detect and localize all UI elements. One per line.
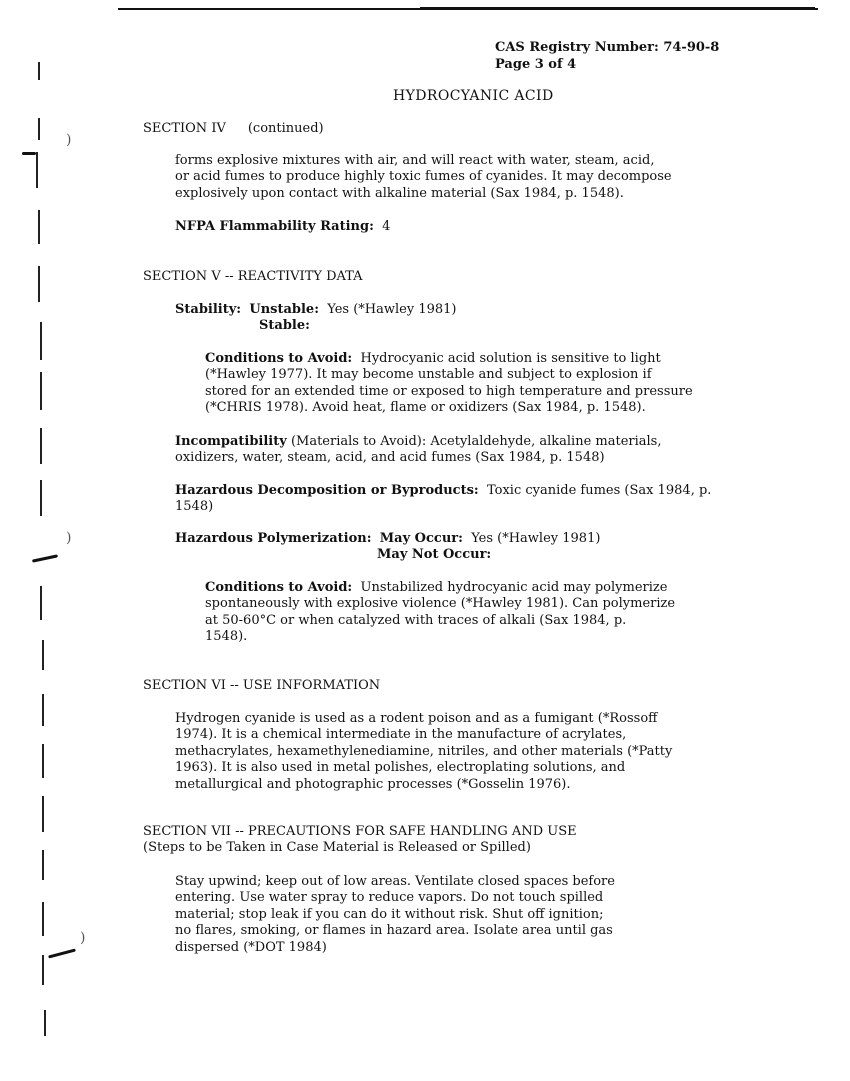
conditions-to-avoid-1: Conditions to Avoid: Hydrocyanic acid solution is sensitive to light (*Hawley 1977). It may become unstable and subject to explosion if stored for an extended time or exposed to high temperature and pressure (*CHRIS 1978). Avoid heat, flame or oxidizers (Sax 1984, p. 1548). (205, 351, 693, 416)
stable-label: Stable: (259, 318, 310, 333)
section-vi-text: Hydrogen cyanide is used as a rodent poison and as a fumigant (*Rossoff 1974). It is a chemical intermediate in the manufacture of acrylates, methacrylates, hexamethylenediamine, nitriles, and other materials (*Patty 1963). It is also used in metal polishes, electroplating solutions, and metallurgical and photographic processes (*Gosselin 1976). (175, 711, 673, 792)
section-iv-text: forms explosive mixtures with air, and will react with water, steam, acid, or acid fumes to produce highly toxic fumes of cyanides. It may decompose explosively upon contact with alkaline material (Sax 1984, p. 1548). (175, 153, 672, 201)
hazardous-decomposition: Hazardous Decomposition or Byproducts: Toxic cyanide fumes (Sax 1984, p. 1548) (175, 483, 712, 515)
section-vii-text: Stay upwind; keep out of low areas. Ventilate closed spaces before entering. Use water spray to reduce vapors. Do not touch spilled material; stop leak if you can do it without risk. Shut off ignition; no flares, smoking, or flames in hazard area. Isolate area until gas dispersed (*DOT 1984) (175, 874, 615, 955)
incompatibility: Incompatibility (Materials to Avoid): Acetylaldehyde, alkaline materials, oxidizers, water, steam, acid, and acid fumes (Sax 1984, p. 1548) (175, 434, 662, 466)
conditions-to-avoid-2: Conditions to Avoid: Unstabilized hydrocyanic acid may polymerize spontaneously with explosive violence (*Hawley 1981). Can polymerize at 50-60°C or when catalyzed with traces of alkali (Sax 1984, p. 1548). (205, 580, 676, 645)
section-vii-heading: SECTION VII -- PRECAUTIONS FOR SAFE HANDLING AND USE (143, 824, 577, 839)
section-vi-heading: SECTION VI -- USE INFORMATION (143, 678, 381, 693)
nfpa-rating: NFPA Flammability Rating: 4 (175, 219, 391, 234)
cas-registry-line: CAS Registry Number: 74-90-8 (495, 40, 720, 55)
section-vii-subheading: (Steps to be Taken in Case Material is Released or Spilled) (143, 840, 531, 855)
section-v-heading: SECTION V -- REACTIVITY DATA (143, 269, 363, 284)
may-not-occur-label: May Not Occur: (377, 547, 492, 562)
hazardous-polymerization: Hazardous Polymerization: May Occur: Yes (*Hawley 1981) (175, 531, 601, 546)
page-number: Page 3 of 4 (495, 57, 577, 72)
section-iv-heading: SECTION IV (continued) (143, 121, 324, 136)
stability-line: Stability: Unstable: Yes (*Hawley 1981) (175, 302, 457, 317)
top-rule-thick (420, 7, 815, 10)
document-title: HYDROCYANIC ACID (393, 88, 554, 104)
